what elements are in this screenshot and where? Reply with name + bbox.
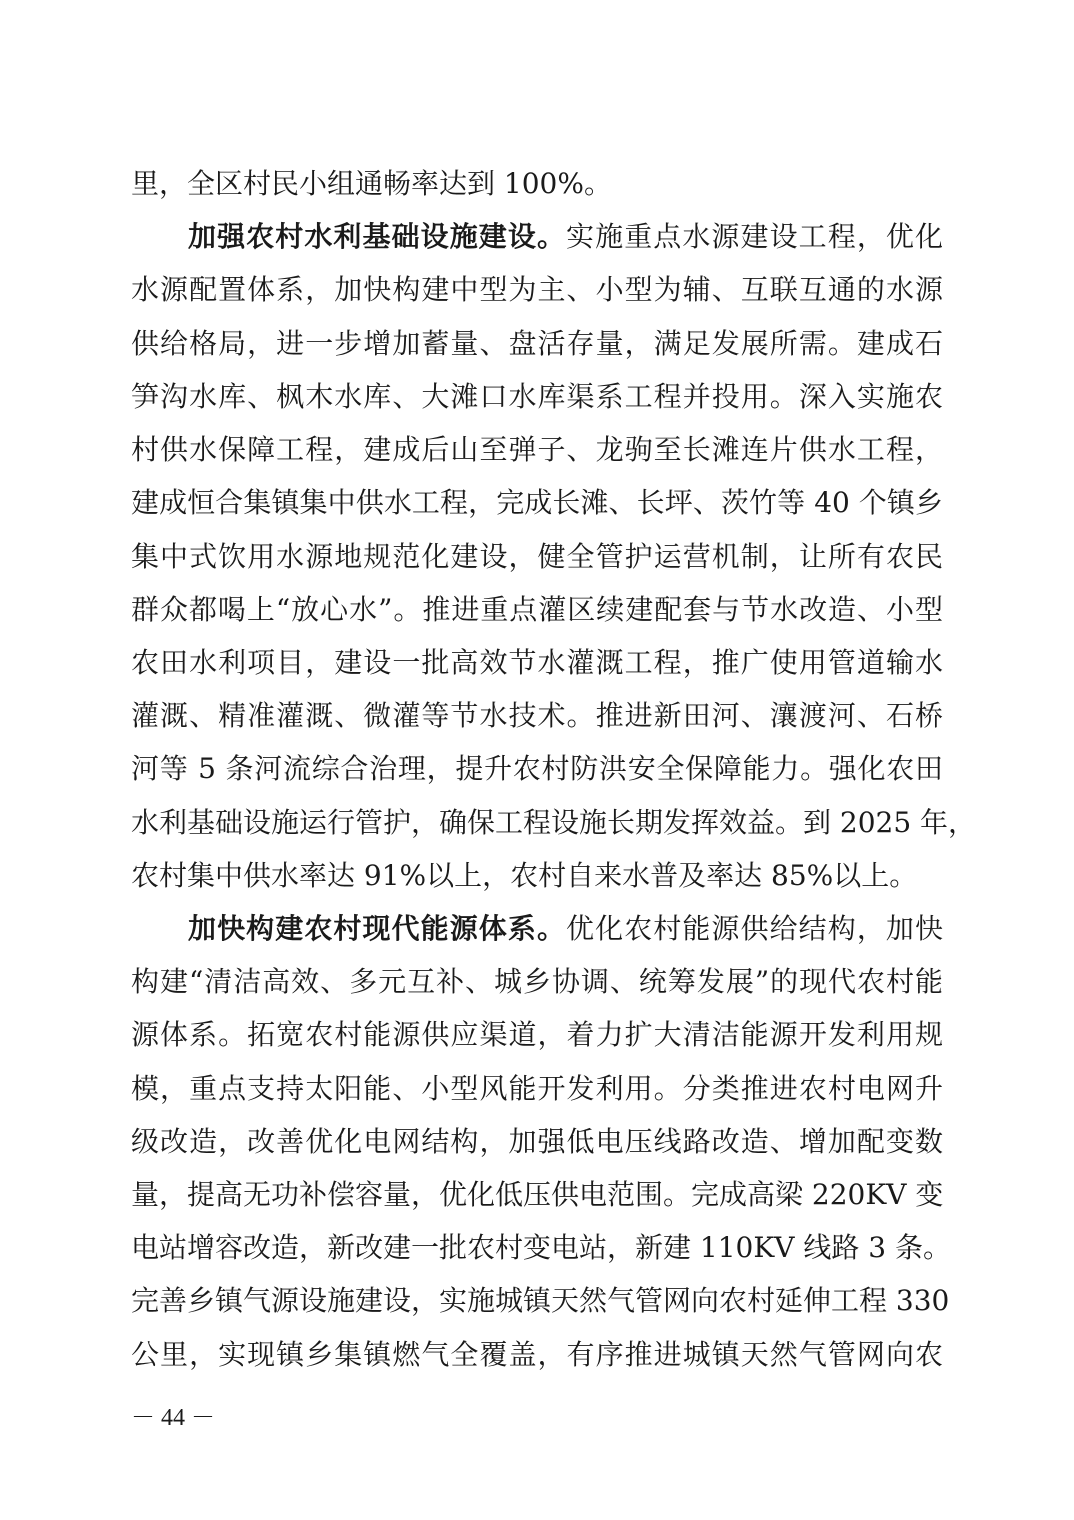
paragraph-line: 模，重点支持太阳能、小型风能开发利用。分类推进农村电网升 — [131, 1072, 943, 1105]
paragraph-line: 水利基础设施运行管护，确保工程设施长期发挥效益。到 2025 年， — [131, 806, 977, 839]
paragraph-line: 农村集中供水率达 91%以上，农村自来水普及率达 85%以上。 — [131, 859, 918, 892]
paragraph-line: 里，全区村民小组通畅率达到 100%。 — [131, 167, 612, 200]
paragraph-line — [188, 907, 943, 951]
paragraph-line: 灌溉、精准灌溉、微灌等节水技术。推进新田河、瀼渡河、石桥 — [131, 699, 943, 732]
paragraph-line: 农田水利项目，建设一批高效节水灌溉工程，推广使用管道输水 — [131, 646, 943, 679]
paragraph-line: 级改造，改善优化电网结构，加强低电压线路改造、增加配变数 — [131, 1125, 943, 1158]
paragraph-line: 完善乡镇气源设施建设，实施城镇天然气管网向农村延伸工程 330 — [131, 1284, 950, 1317]
paragraph-line: 供给格局，进一步增加蓄量、盘活存量，满足发展所需。建成石 — [131, 327, 943, 360]
paragraph-line: 电站增容改造，新改建一批农村变电站，新建 110KV 线路 3 条。 — [131, 1231, 952, 1264]
paragraph-line: 构建“清洁高效、多元互补、城乡协调、统筹发展”的现代农村能 — [131, 965, 943, 998]
paragraph-line: 集中式饮用水源地规范化建设，健全管护运营机制，让所有农民 — [131, 540, 943, 573]
paragraph-line: 水源配置体系，加快构建中型为主、小型为辅、互联互通的水源 — [131, 273, 943, 306]
paragraph-line: 量，提高无功补偿容量，优化低压供电范围。完成高梁 220KV 变 — [131, 1178, 944, 1211]
paragraph-line: 村供水保障工程，建成后山至弹子、龙驹至长滩连片供水工程， — [131, 433, 943, 466]
section-heading-water: 加强农村水利基础设施建设。 — [188, 220, 567, 253]
section-heading-energy: 加快构建农村现代能源体系。 — [188, 912, 567, 945]
paragraph-line: 建成恒合集镇集中供水工程，完成长滩、长坪、茨竹等 40 个镇乡 — [131, 486, 943, 519]
paragraph-line-text: 优化农村能源供给结构，加快 — [566, 912, 943, 945]
paragraph-line: 河等 5 条河流综合治理，提升农村防洪安全保障能力。强化农田 — [131, 752, 943, 785]
paragraph-line: 公里，实现镇乡集镇燃气全覆盖，有序推进城镇天然气管网向农 — [131, 1338, 943, 1371]
paragraph-line: 群众都喝上“放心水”。推进重点灌区续建配套与节水改造、小型 — [131, 593, 943, 626]
paragraph-line — [188, 215, 943, 259]
paragraph-line: 笋沟水库、枫木水库、大滩口水库渠系工程并投用。深入实施农 — [131, 380, 943, 413]
paragraph-line-text: 实施重点水源建设工程，优化 — [566, 220, 943, 253]
paragraph-line: 源体系。拓宽农村能源供应渠道，着力扩大清洁能源开发利用规 — [131, 1018, 943, 1051]
page-number: － 44 － — [131, 1405, 215, 1431]
